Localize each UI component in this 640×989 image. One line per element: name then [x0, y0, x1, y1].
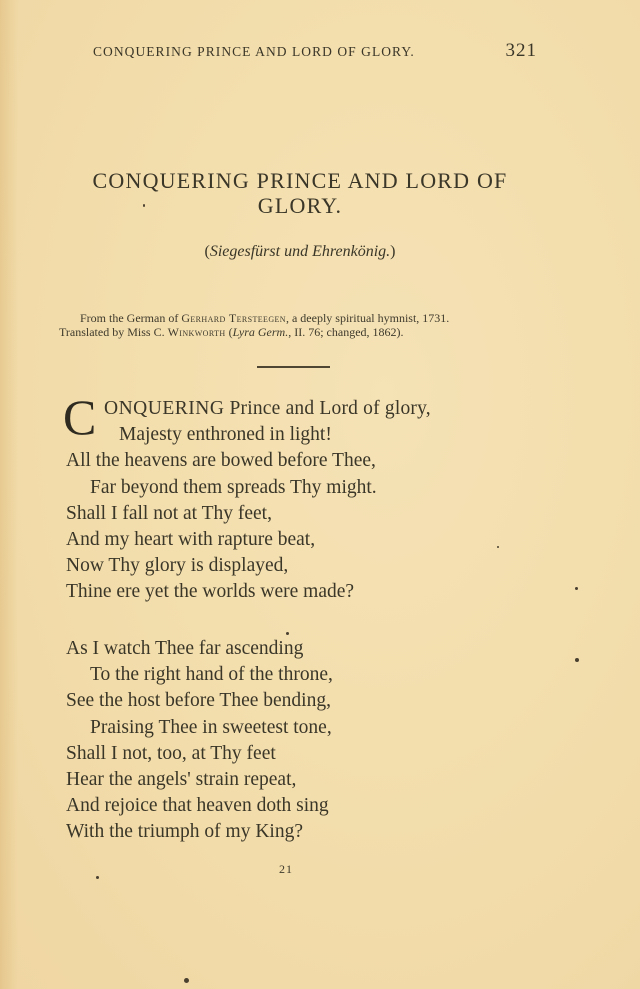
author-name: Gerhard Tersteegen: [181, 311, 286, 325]
verse-line: With the triumph of my King?: [66, 821, 303, 843]
verse-line: All the heavens are bowed before Thee,: [66, 450, 376, 472]
source-open: (: [225, 325, 233, 339]
verse-line: Now Thy glory is displayed,: [66, 555, 289, 577]
drop-cap: C: [63, 389, 97, 445]
stanza-2: [66, 636, 566, 846]
hymn-title-line-1: CONQUERING PRINCE AND LORD OF: [92, 168, 508, 193]
first-word-caps: ONQUERING: [104, 398, 225, 419]
attribution-prefix: From the German of: [80, 311, 182, 325]
translator-prefix: Translated by Miss C.: [59, 325, 168, 339]
attribution: [55, 311, 565, 339]
hymn-title-line-2: GLORY.: [257, 193, 343, 218]
verse-line: As I watch Thee far ascending: [66, 638, 304, 659]
attribution-line-2: [55, 325, 565, 339]
running-head: [90, 40, 550, 64]
verse-line: [66, 396, 566, 422]
running-title: CONQUERING PRINCE AND LORD OF GLORY.: [93, 44, 415, 59]
stanza-1: [63, 389, 566, 606]
source-title: Lyra Germ.: [232, 325, 289, 339]
translator-name: Winkworth: [167, 325, 226, 339]
german-title-close-paren: ): [390, 243, 396, 260]
verse-line: Thine ere yet the worlds were made?: [66, 581, 355, 603]
verse-line: And rejoice that heaven doth sing: [66, 795, 329, 817]
paper-speck: [497, 546, 499, 548]
section-divider: [257, 366, 330, 368]
verse-line: Majesty enthroned in light!: [119, 424, 332, 446]
paper-speck: [184, 978, 189, 983]
verse-line: To the right hand of the throne,: [90, 664, 333, 686]
page-number: 321: [505, 40, 537, 61]
verse-line: Far beyond them spreads Thy might.: [90, 476, 377, 498]
first-line-rest: Prince and Lord of glory,: [224, 398, 431, 419]
german-title-text: Siegesfürst und Ehrenkönig.: [209, 243, 391, 260]
attribution-line-1: [55, 311, 565, 325]
hymn-title: [40, 168, 560, 218]
german-title: [40, 243, 560, 261]
verse-line: See the host before Thee bending,: [66, 690, 331, 712]
attribution-suffix: , a deeply spiritual hymnist, 1731.: [285, 311, 450, 325]
verse-line: Shall I fall not at Thy feet,: [66, 502, 272, 524]
verse-line: Hear the angels' strain repeat,: [66, 769, 297, 791]
source-details: , II. 76; changed, 1862).: [288, 325, 404, 339]
verse-line: And my heart with rapture beat,: [66, 529, 316, 551]
paper-speck: [575, 587, 578, 590]
verse-line: Praising Thee in sweetest tone,: [90, 716, 332, 738]
paper-speck: [286, 632, 289, 635]
verse-line: Shall I not, too, at Thy feet: [66, 742, 276, 764]
paper-speck: [143, 204, 145, 207]
paper-speck: [96, 876, 99, 879]
paper-speck: [575, 658, 579, 662]
signature-mark: 21: [279, 862, 293, 876]
german-title-open-paren: (: [204, 243, 210, 260]
